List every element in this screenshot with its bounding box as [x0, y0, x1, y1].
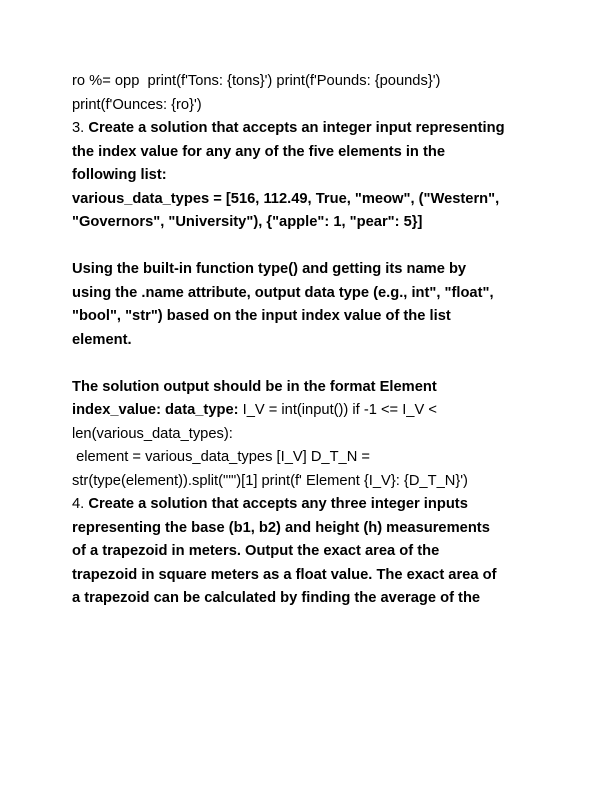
code-line: ro %= opp print(f'Tons: {tons}') print(f'Pounds: {pounds}') [72, 73, 441, 89]
question-text-line: trapezoid in square meters as a float value. The exact area of [72, 566, 497, 583]
question-text-line: various_data_types = [516, 112.49, True, "meow", ("Western", [72, 190, 500, 207]
mixed-line [72, 399, 552, 423]
question-number: 3. [72, 120, 89, 136]
question-text-line: the index value for any any of the five elements in the [72, 143, 445, 160]
question-4-heading [72, 493, 552, 517]
code-text: I_V = int(input()) if -1 <= I_V < [242, 402, 437, 418]
document-body [72, 70, 552, 611]
question-text-line: of a trapezoid in meters. Output the exact area of the [72, 543, 440, 559]
question-text: Create a solution that accepts an integer input representing [88, 120, 505, 136]
code-line: element = various_data_types [I_V] D_T_N = [72, 449, 370, 465]
question-text-line: "bool", "str") based on the input index value of the list [72, 308, 451, 324]
question-text-line: The solution output should be in the format Element [72, 378, 437, 395]
question-text-line: representing the base (b1, b2) and height (h) measurements [72, 519, 490, 536]
question-3-heading [72, 117, 552, 141]
code-line: str(type(element)).split("'")[1] print(f' Element {I_V}: {D_T_N}') [72, 472, 468, 489]
question-text-line: using the .name attribute, output data type (e.g., int", "float", [72, 284, 494, 301]
code-line: print(f'Ounces: {ro}') [72, 96, 202, 113]
question-text-line: "Governors", "University"), {"apple": 1, "pear": 5}] [72, 214, 423, 230]
format-label: index_value: data_type: [72, 402, 243, 418]
paragraph-spacer [72, 235, 552, 259]
paragraph-spacer [72, 352, 552, 376]
question-text-line: a trapezoid can be calculated by finding the average of the [72, 590, 481, 606]
question-text-line: following list: [72, 167, 167, 183]
code-line: len(various_data_types): [72, 425, 233, 442]
question-text-line: element. [72, 331, 132, 348]
question-text: Create a solution that accepts any three integer inputs [88, 496, 468, 512]
question-text-line: Using the built-in function type() and getting its name by [72, 261, 467, 277]
question-number: 4. [72, 496, 89, 512]
